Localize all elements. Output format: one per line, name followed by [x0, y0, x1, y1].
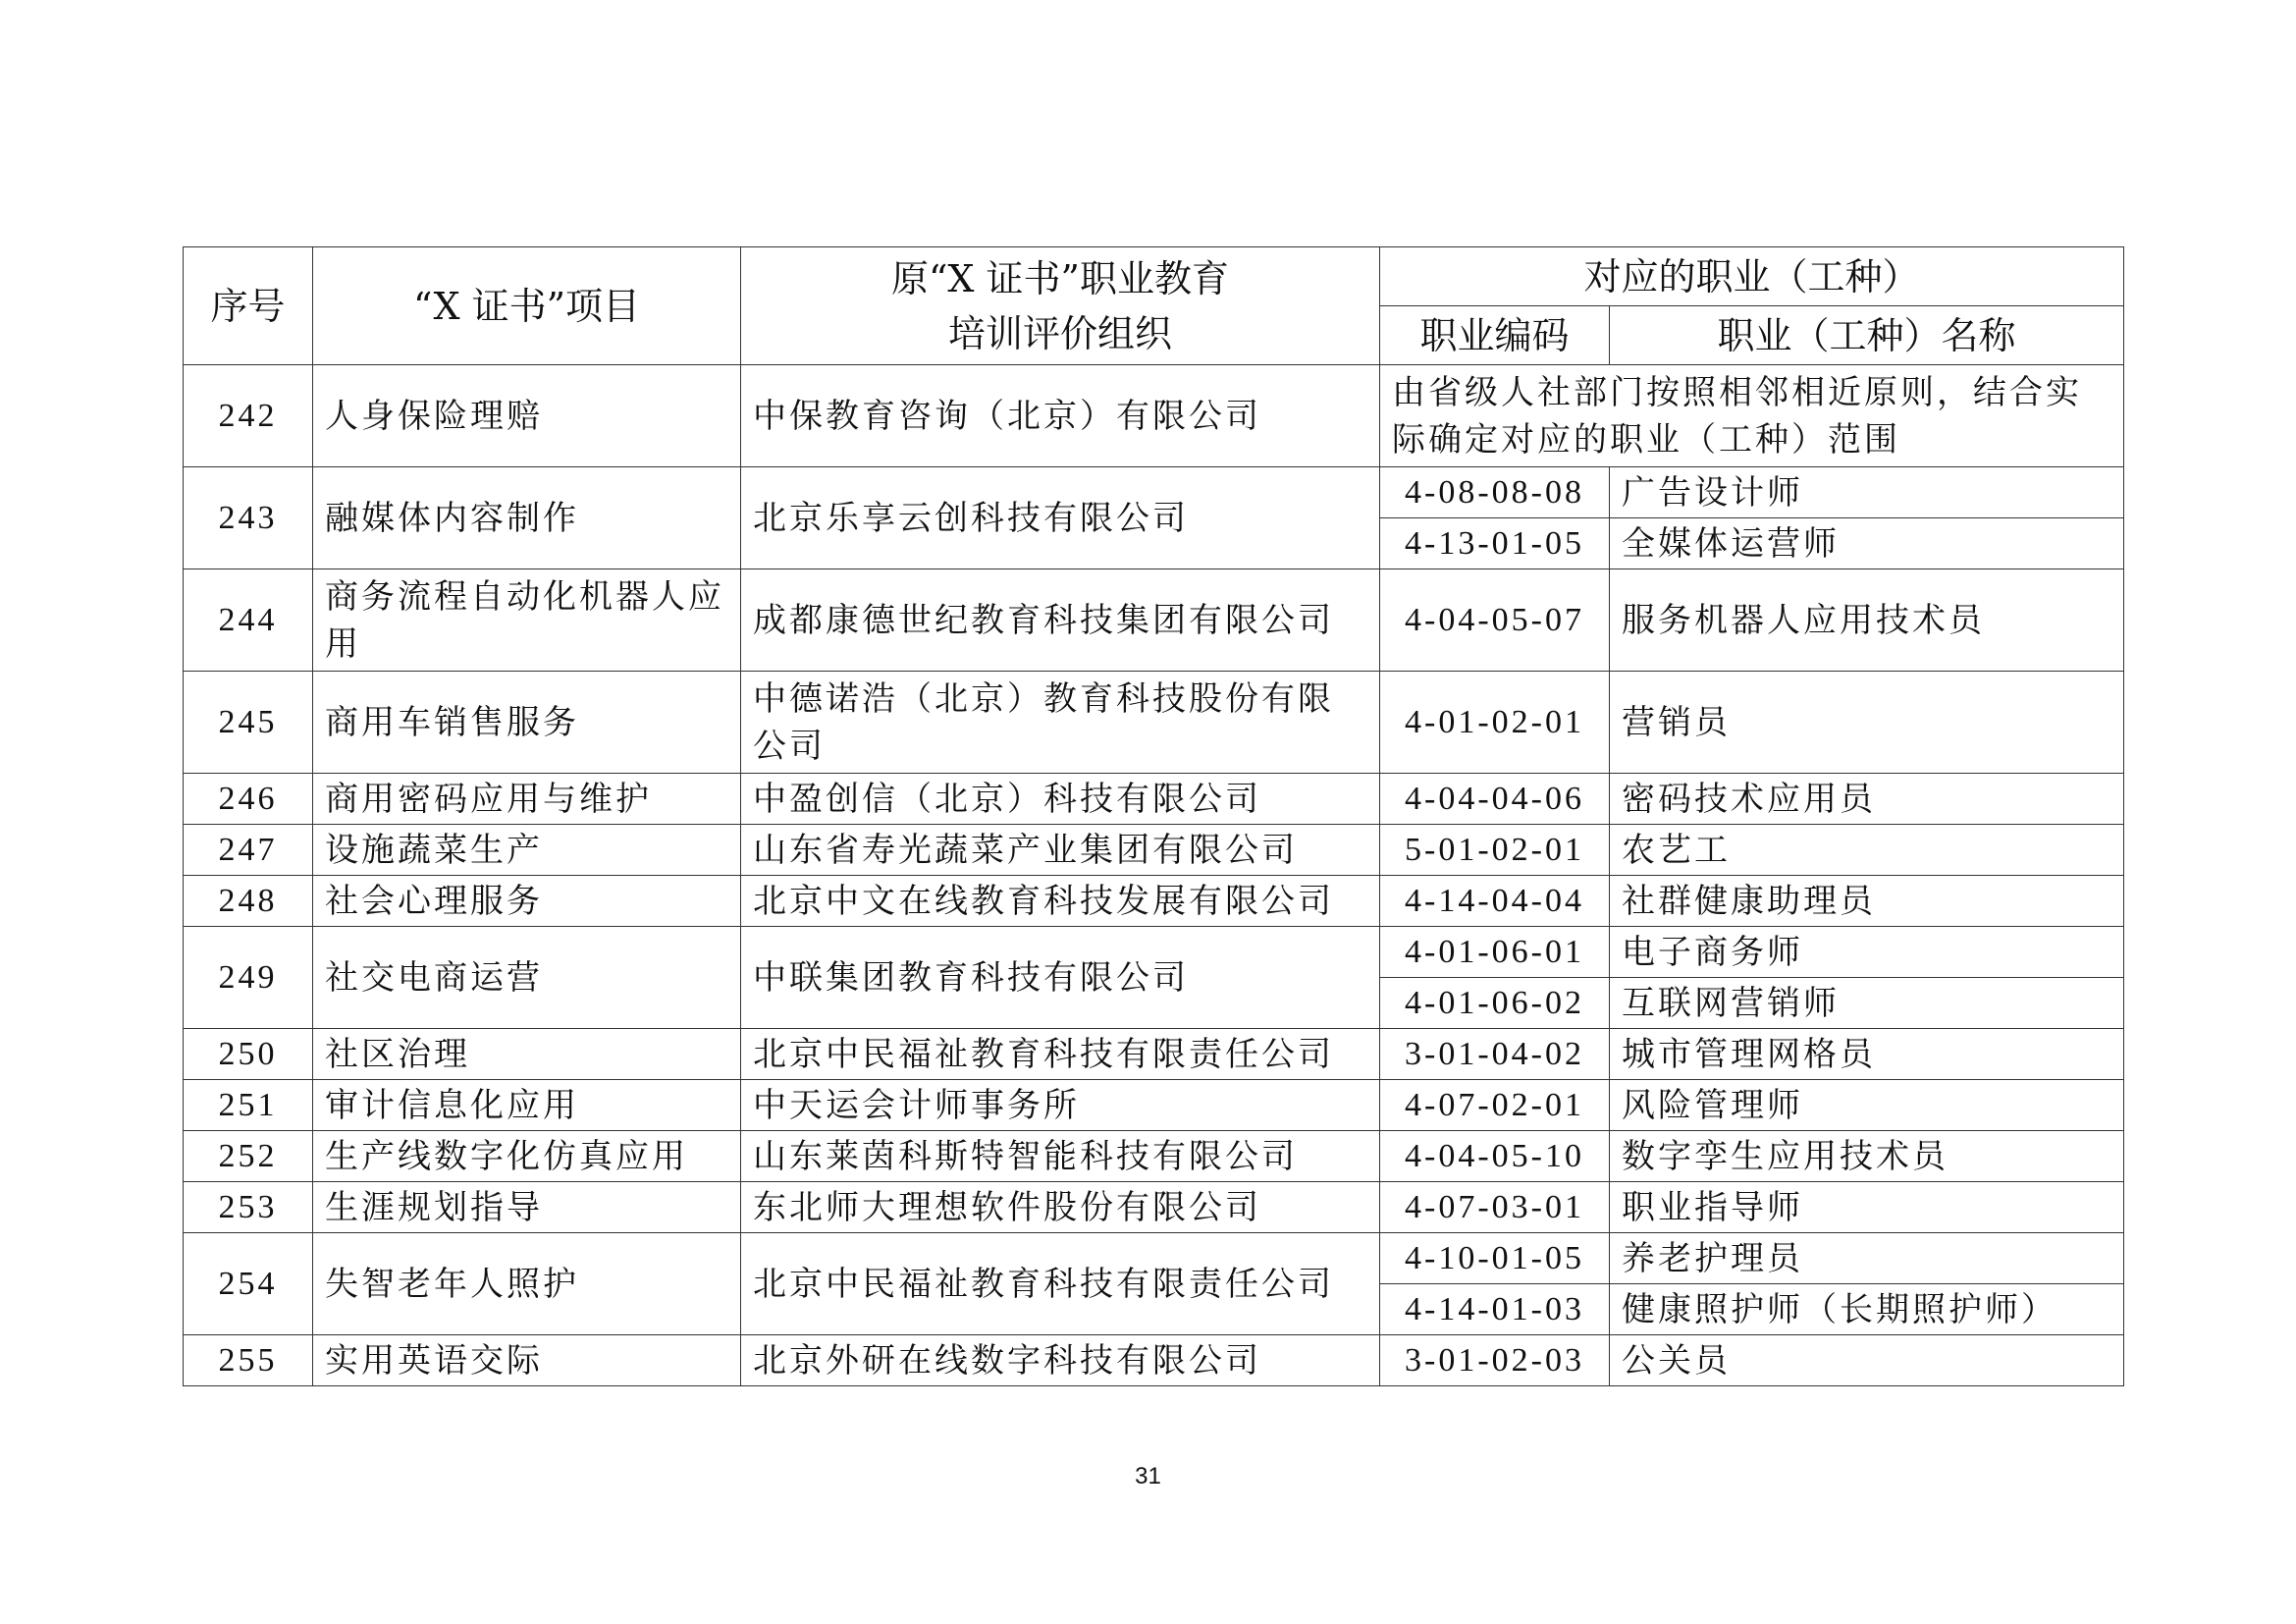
job-code: 3-01-02-03 — [1380, 1335, 1610, 1386]
job-code: 4-04-04-06 — [1380, 774, 1610, 825]
job-code: 4-14-01-03 — [1380, 1284, 1610, 1335]
row-item: 商用密码应用与维护 — [313, 774, 741, 825]
row-number: 245 — [184, 672, 313, 774]
row-org: 山东莱茵科斯特智能科技有限公司 — [741, 1131, 1380, 1182]
row-org: 东北师大理想软件股份有限公司 — [741, 1182, 1380, 1233]
occupation-mapping-table — [183, 246, 2124, 1386]
table-row — [184, 365, 2124, 467]
table-row — [184, 569, 2124, 672]
row-org: 北京外研在线数字科技有限公司 — [741, 1335, 1380, 1386]
job-code: 4-10-01-05 — [1380, 1233, 1610, 1284]
table-row — [184, 876, 2124, 927]
row-note: 由省级人社部门按照相邻相近原则，结合实际确定对应的职业（工种）范围 — [1380, 365, 2124, 467]
row-number: 255 — [184, 1335, 313, 1386]
job-name: 公关员 — [1610, 1335, 2124, 1386]
row-org: 北京乐享云创科技有限公司 — [741, 467, 1380, 569]
job-name: 密码技术应用员 — [1610, 774, 2124, 825]
job-code: 4-07-02-01 — [1380, 1080, 1610, 1131]
job-code: 4-08-08-08 — [1380, 467, 1610, 518]
row-item: 融媒体内容制作 — [313, 467, 741, 569]
job-name: 风险管理师 — [1610, 1080, 2124, 1131]
job-name: 城市管理网格员 — [1610, 1029, 2124, 1080]
row-number: 244 — [184, 569, 313, 672]
job-code: 4-04-05-07 — [1380, 569, 1610, 672]
row-number: 243 — [184, 467, 313, 569]
header-org — [741, 247, 1380, 365]
row-item: 社区治理 — [313, 1029, 741, 1080]
table-row — [184, 467, 2124, 518]
job-code: 4-14-04-04 — [1380, 876, 1610, 927]
job-name: 农艺工 — [1610, 825, 2124, 876]
job-code: 4-01-02-01 — [1380, 672, 1610, 774]
job-code: 5-01-02-01 — [1380, 825, 1610, 876]
job-name: 全媒体运营师 — [1610, 518, 2124, 569]
job-code: 4-13-01-05 — [1380, 518, 1610, 569]
row-org: 山东省寿光蔬菜产业集团有限公司 — [741, 825, 1380, 876]
job-name: 互联网营销师 — [1610, 978, 2124, 1029]
row-item: 社交电商运营 — [313, 927, 741, 1029]
row-org: 北京中民福祉教育科技有限责任公司 — [741, 1029, 1380, 1080]
row-number: 253 — [184, 1182, 313, 1233]
row-org: 中联集团教育科技有限公司 — [741, 927, 1380, 1029]
row-number: 254 — [184, 1233, 313, 1335]
row-item: 生产线数字化仿真应用 — [313, 1131, 741, 1182]
row-org: 北京中民福祉教育科技有限责任公司 — [741, 1233, 1380, 1335]
row-number: 246 — [184, 774, 313, 825]
header-code: 职业编码 — [1380, 306, 1610, 365]
table-row — [184, 825, 2124, 876]
header-name: 职业（工种）名称 — [1610, 306, 2124, 365]
row-org: 中盈创信（北京）科技有限公司 — [741, 774, 1380, 825]
row-org: 中德诺浩（北京）教育科技股份有限公司 — [741, 672, 1380, 774]
row-item: 商用车销售服务 — [313, 672, 741, 774]
row-item: 生涯规划指导 — [313, 1182, 741, 1233]
job-code: 4-07-03-01 — [1380, 1182, 1610, 1233]
table-row — [184, 1080, 2124, 1131]
table-row — [184, 1182, 2124, 1233]
row-item: 设施蔬菜生产 — [313, 825, 741, 876]
row-item: 商务流程自动化机器人应用 — [313, 569, 741, 672]
row-item: 实用英语交际 — [313, 1335, 741, 1386]
row-number: 242 — [184, 365, 313, 467]
job-name: 社群健康助理员 — [1610, 876, 2124, 927]
row-org: 中天运会计师事务所 — [741, 1080, 1380, 1131]
row-number: 247 — [184, 825, 313, 876]
row-number: 252 — [184, 1131, 313, 1182]
job-code: 3-01-04-02 — [1380, 1029, 1610, 1080]
row-number: 248 — [184, 876, 313, 927]
job-name: 营销员 — [1610, 672, 2124, 774]
header-org-line1: 原“X 证书”职业教育 — [891, 256, 1229, 300]
table-row — [184, 1131, 2124, 1182]
page-number: 31 — [1135, 1463, 1161, 1489]
job-name: 职业指导师 — [1610, 1182, 2124, 1233]
header-seq: 序号 — [184, 247, 313, 365]
job-name: 养老护理员 — [1610, 1233, 2124, 1284]
table-row — [184, 774, 2124, 825]
job-name: 数字孪生应用技术员 — [1610, 1131, 2124, 1182]
table-row — [184, 672, 2124, 774]
table-row — [184, 1335, 2124, 1386]
row-number: 250 — [184, 1029, 313, 1080]
row-number: 249 — [184, 927, 313, 1029]
table-row — [184, 1233, 2124, 1284]
header-item: “X 证书”项目 — [313, 247, 741, 365]
job-name: 广告设计师 — [1610, 467, 2124, 518]
table-row — [184, 927, 2124, 978]
table-row — [184, 1029, 2124, 1080]
job-code: 4-01-06-01 — [1380, 927, 1610, 978]
header-org-line2: 培训评价组织 — [947, 311, 1172, 355]
job-name: 健康照护师（长期照护师） — [1610, 1284, 2124, 1335]
row-item: 人身保险理赔 — [313, 365, 741, 467]
job-code: 4-04-05-10 — [1380, 1131, 1610, 1182]
job-code: 4-01-06-02 — [1380, 978, 1610, 1029]
row-org: 成都康德世纪教育科技集团有限公司 — [741, 569, 1380, 672]
row-org: 中保教育咨询（北京）有限公司 — [741, 365, 1380, 467]
row-org: 北京中文在线教育科技发展有限公司 — [741, 876, 1380, 927]
row-item: 社会心理服务 — [313, 876, 741, 927]
row-item: 审计信息化应用 — [313, 1080, 741, 1131]
row-item: 失智老年人照护 — [313, 1233, 741, 1335]
row-number: 251 — [184, 1080, 313, 1131]
job-name: 服务机器人应用技术员 — [1610, 569, 2124, 672]
header-occupation: 对应的职业（工种） — [1380, 247, 2124, 306]
job-name: 电子商务师 — [1610, 927, 2124, 978]
